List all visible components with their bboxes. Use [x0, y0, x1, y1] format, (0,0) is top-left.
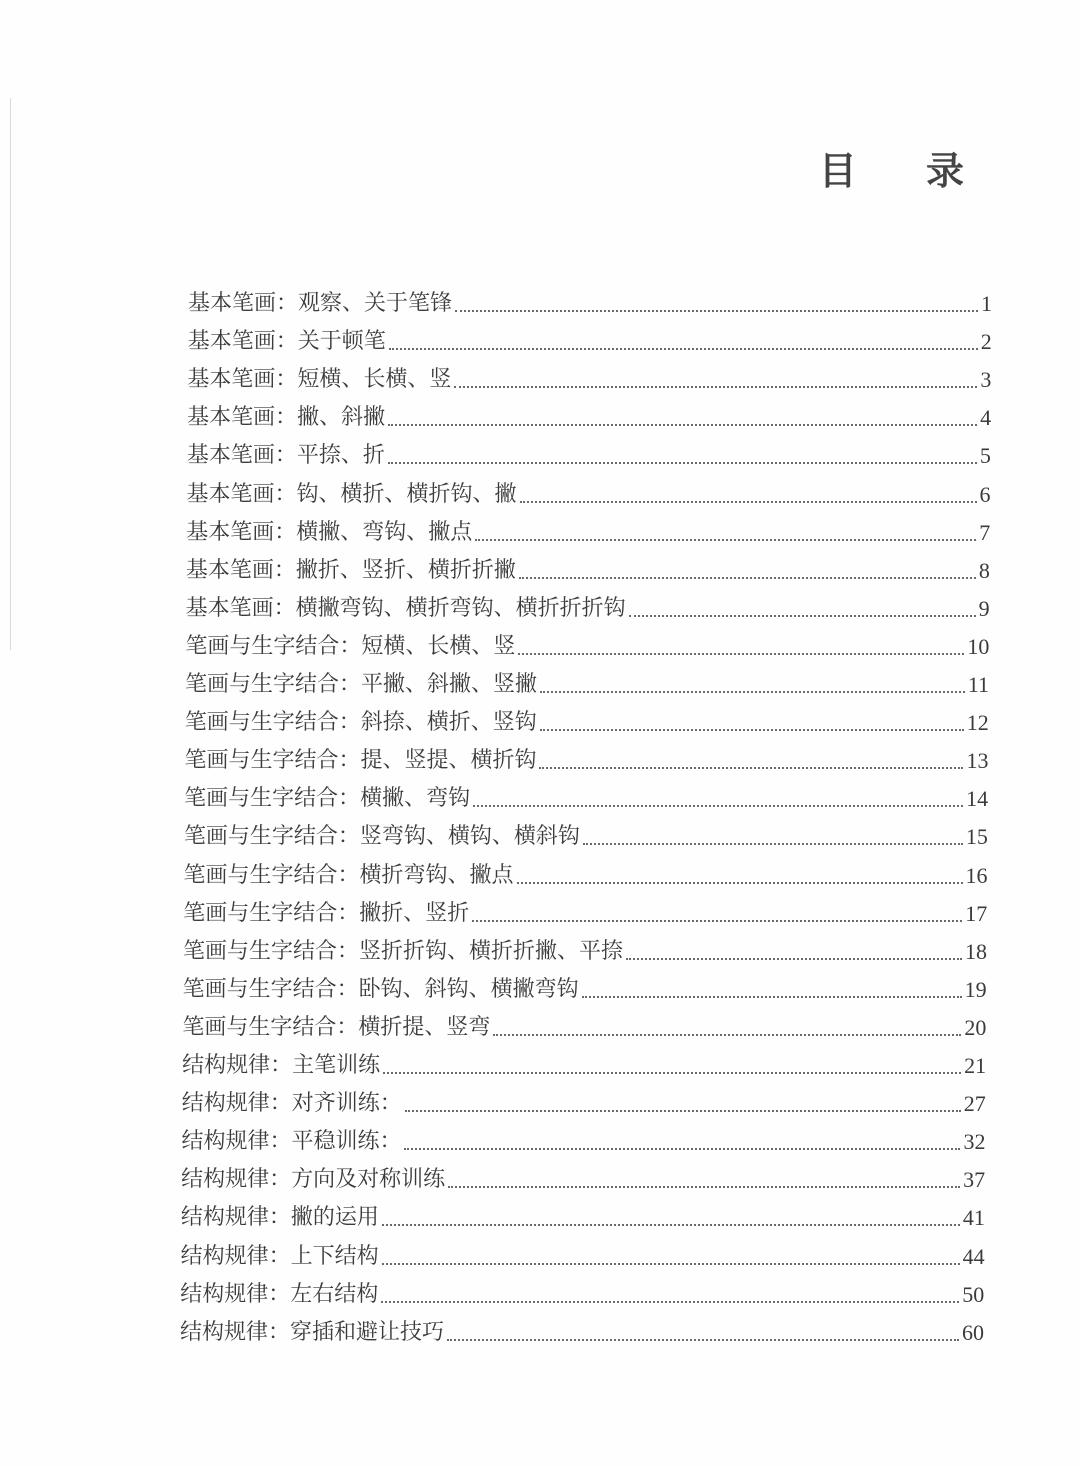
toc-entry — [184, 778, 988, 814]
toc-entry-page-number: 8 — [978, 557, 990, 583]
toc-entry-page-number: 6 — [979, 481, 991, 507]
toc-entry — [183, 931, 987, 967]
toc-entry-page-number: 5 — [979, 443, 991, 469]
toc-dot-leader — [383, 1071, 961, 1074]
toc-entry-page-number: 19 — [964, 976, 987, 1002]
toc-entry — [186, 550, 990, 586]
toc-entry-label: 基本笔画：撇折、竖折、横折折撇 — [185, 557, 516, 583]
toc-dot-leader — [626, 957, 962, 960]
toc-entry-page-number: 14 — [966, 786, 989, 812]
toc-entry — [180, 1312, 984, 1348]
toc-entry — [181, 1197, 985, 1233]
toc-dot-leader — [447, 1338, 959, 1341]
toc-entry-page-number: 3 — [980, 367, 992, 393]
toc-entry-label: 笔画与生字结合：平撇、斜撇、竖撇 — [185, 672, 538, 697]
toc-entry-label: 基本笔画：钩、横折、横折钩、撇 — [186, 481, 517, 507]
toc-entry-page-number: 32 — [963, 1129, 986, 1155]
toc-dot-leader — [388, 423, 977, 426]
toc-dot-leader — [455, 309, 978, 312]
toc-dot-leader — [388, 461, 977, 464]
toc-dot-leader — [448, 1185, 960, 1188]
toc-entry — [184, 740, 988, 776]
toc-entry-label: 结构规律：撇的运用 — [180, 1205, 379, 1231]
toc-dot-leader — [472, 919, 962, 922]
toc-dot-leader — [540, 690, 965, 693]
toc-entry — [183, 969, 987, 1005]
toc-entry-label: 基本笔画：横撇、弯钩、撇点 — [186, 519, 473, 545]
toc-entry-label: 结构规律：平稳训练： — [181, 1129, 402, 1155]
toc-entry — [181, 1236, 985, 1272]
toc-entry-label: 结构规律：左右结构 — [180, 1281, 379, 1307]
toc-entry-label: 笔画与生字结合：横折提、竖弯 — [182, 1014, 491, 1040]
toc-dot-leader — [520, 500, 977, 503]
toc-entry — [182, 1083, 986, 1119]
toc-entry-label: 笔画与生字结合：撇折、竖折 — [183, 900, 470, 926]
toc-entry — [188, 283, 992, 319]
toc-entry — [185, 626, 989, 662]
toc-entry-label: 基本笔画：短横、长横、竖 — [187, 367, 452, 393]
toc-entry-page-number: 37 — [963, 1167, 986, 1193]
toc-entry-page-number: 41 — [962, 1205, 985, 1231]
toc-entry — [187, 435, 991, 471]
toc-entry-page-number: 1 — [981, 291, 992, 316]
toc-entry-label: 笔画与生字结合：横折弯钩、撇点 — [183, 862, 514, 888]
toc-entry-label: 基本笔画：关于顿笔 — [187, 329, 386, 355]
toc-entry-label: 基本笔画：横撇弯钩、横折弯钩、横折折折钩 — [185, 595, 626, 621]
toc-entry-label: 结构规律：方向及对称训练 — [181, 1167, 446, 1193]
toc-dot-leader — [389, 347, 978, 350]
toc-dot-leader — [454, 385, 977, 388]
toc-entry — [188, 321, 992, 357]
toc-entry-label: 笔画与生字结合：短横、长横、竖 — [185, 633, 516, 659]
toc-entry — [184, 816, 988, 852]
toc-entry-page-number: 44 — [962, 1243, 985, 1269]
toc-dot-leader — [405, 1109, 961, 1112]
toc-entry — [186, 588, 990, 624]
toc-entry-label: 笔画与生字结合：斜捺、横折、竖钩 — [184, 710, 537, 736]
toc-dot-leader — [540, 728, 964, 731]
toc-dot-leader — [518, 652, 964, 655]
toc-entry-label: 基本笔画：平捺、折 — [186, 443, 385, 469]
toc-entry-page-number: 50 — [962, 1281, 985, 1307]
toc-entry-page-number: 20 — [964, 1014, 987, 1040]
toc-dot-leader — [475, 538, 976, 541]
toc-entry — [184, 855, 988, 891]
toc-entry-label: 结构规律：对齐训练： — [181, 1091, 402, 1117]
toc-dot-leader — [493, 1033, 961, 1036]
toc-dot-leader — [517, 881, 963, 884]
toc-dot-leader — [629, 614, 976, 617]
toc-entry-page-number: 17 — [965, 900, 988, 926]
toc-dot-leader — [473, 804, 963, 807]
toc-dot-leader — [539, 766, 963, 769]
toc-entry-page-number: 12 — [966, 710, 989, 736]
toc-entry — [187, 397, 991, 433]
toc-entry-page-number: 9 — [978, 595, 990, 621]
toc-entry — [181, 1121, 985, 1157]
page-title: 目 录 — [818, 148, 992, 193]
toc-entry-page-number: 21 — [964, 1053, 987, 1078]
toc-entry-page-number: 10 — [967, 633, 990, 659]
toc-dot-leader — [582, 995, 962, 998]
toc-entry-page-number: 16 — [965, 862, 988, 888]
toc-entry — [185, 702, 989, 738]
toc-entry-page-number: 18 — [964, 938, 987, 964]
toc-entry — [182, 1007, 986, 1043]
toc-entry — [180, 1274, 984, 1310]
toc-entry — [181, 1159, 985, 1195]
toc-dot-leader — [382, 1262, 960, 1265]
toc-entry-page-number: 27 — [963, 1091, 986, 1117]
toc-entry — [187, 359, 991, 395]
toc-entry-page-number: 4 — [980, 405, 992, 431]
toc-entry-page-number: 13 — [966, 748, 989, 774]
toc-entry — [183, 893, 987, 929]
toc-entry-label: 结构规律：主笔训练 — [182, 1053, 381, 1078]
toc-entry — [187, 474, 991, 510]
toc-entry-label: 笔画与生字结合：竖弯钩、横钩、横斜钩 — [183, 824, 580, 850]
toc-entry — [186, 512, 990, 548]
toc-entry-page-number: 60 — [962, 1319, 984, 1345]
toc-entry-page-number: 7 — [979, 519, 991, 545]
toc-entry-label: 结构规律：穿插和避让技巧 — [180, 1319, 445, 1345]
toc-dot-leader — [382, 1223, 960, 1226]
toc-entry-label: 笔画与生字结合：提、竖提、横折钩 — [184, 748, 537, 774]
binding-edge-line — [10, 98, 11, 650]
toc-entry-label: 笔画与生字结合：竖折折钩、横折折撇、平捺 — [182, 938, 623, 964]
toc-entry — [182, 1045, 986, 1081]
toc-entry-label: 结构规律：上下结构 — [180, 1243, 379, 1269]
toc-dot-leader — [519, 576, 976, 579]
toc-entry-label: 笔画与生字结合：卧钩、斜钩、横撇弯钩 — [182, 976, 579, 1002]
toc-entry-label: 基本笔画：观察、关于笔锋 — [188, 291, 453, 316]
toc-dot-leader — [381, 1300, 959, 1303]
toc-dot-leader — [583, 842, 963, 845]
toc-entry-page-number: 2 — [980, 329, 992, 355]
toc-entry — [185, 664, 989, 700]
toc-entry-label: 笔画与生字结合：横撇、弯钩 — [184, 786, 471, 812]
toc-entry-label: 基本笔画：撇、斜撇 — [187, 405, 386, 431]
toc-entry-page-number: 15 — [965, 824, 988, 850]
toc-entry-page-number: 11 — [967, 672, 990, 697]
toc-dot-leader — [404, 1147, 960, 1150]
